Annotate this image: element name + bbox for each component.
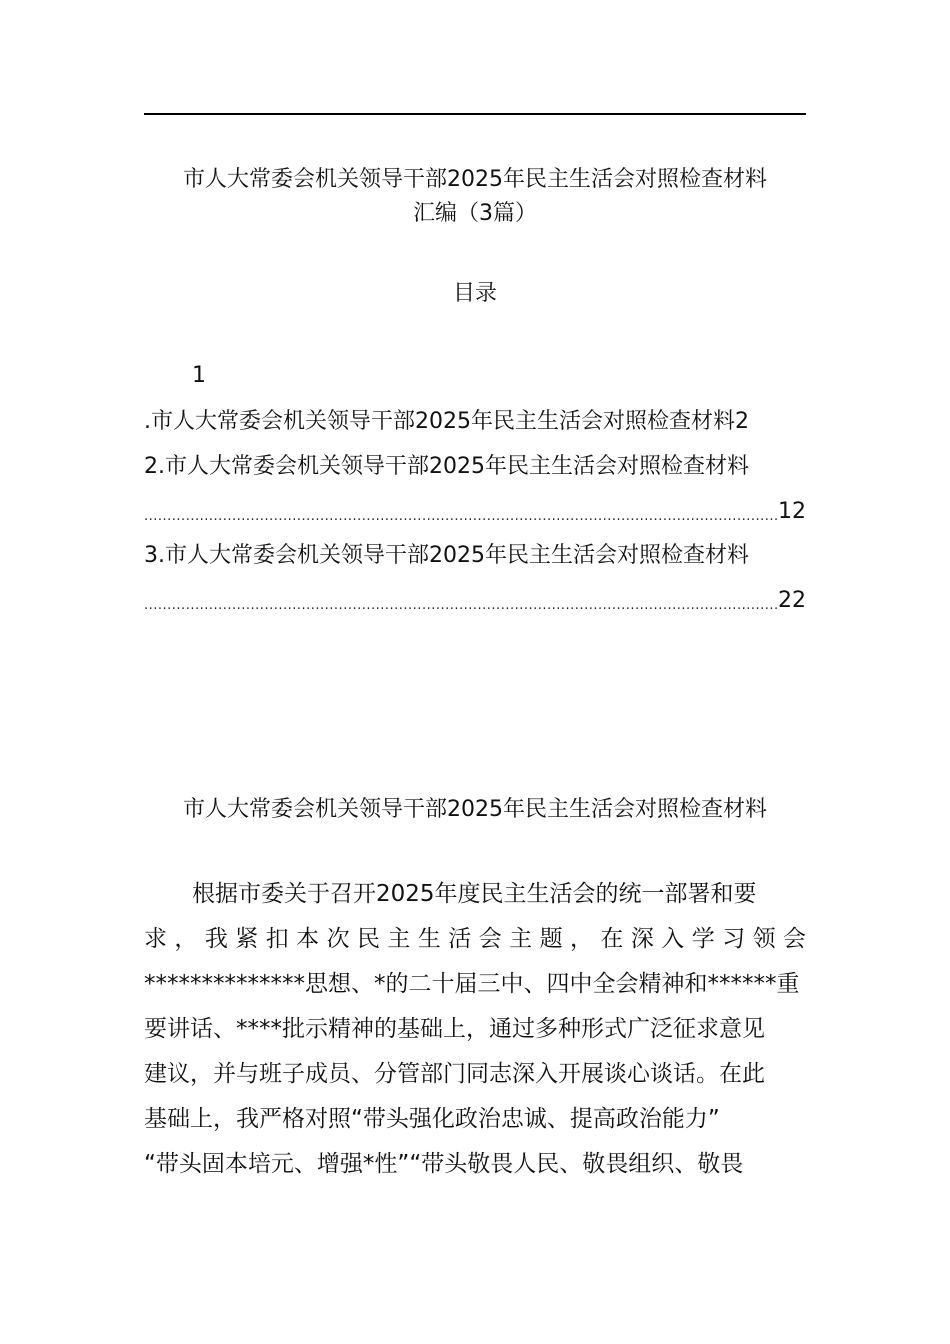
toc-dot-leader (144, 504, 778, 530)
body-line: 求，我紧扣本次民主生活会主题，在深入学习领会 (144, 926, 806, 952)
document-title-line-1: 市人大常委会机关领导干部2025年民主生活会对照检查材料 (183, 167, 767, 192)
toc-entry-3-leader[interactable] (144, 583, 806, 619)
header-rule (144, 113, 806, 115)
toc-entry-2-leader[interactable] (144, 494, 806, 530)
toc-dot-leader (144, 593, 778, 619)
body-line: “带头固本培元、增强*性”“带头敬畏人民、敬畏组织、敬畏 (144, 1151, 744, 1177)
body-line: 建议，并与班子成员、分管部门同志深入开展谈心谈话。在此 (144, 1061, 765, 1087)
body-line: 要讲话、****批示精神的基础上，通过多种形式广泛征求意见 (144, 1016, 765, 1042)
body-line: 根据市委关于召开2025年度民主生活会的统一部署和要 (192, 881, 757, 907)
toc-entry-2[interactable]: 2.市人大常委会机关领导干部2025年民主生活会对照检查材料 (144, 454, 749, 479)
toc-entry-3[interactable]: 3.市人大常委会机关领导干部2025年民主生活会对照检查材料 (144, 543, 749, 568)
toc-entry-2-page: 12 (778, 499, 806, 524)
toc-heading: 目录 (452, 281, 497, 306)
document-title-line-2: 汇编（3篇） (413, 201, 537, 226)
body-line: 基础上，我严格对照“带头强化政治忠诚、提高政治能力” (144, 1106, 720, 1132)
toc-entry-1-number[interactable]: 1 (192, 363, 206, 388)
toc-entry-1[interactable]: .市人大常委会机关领导干部2025年民主生活会对照检查材料2 (144, 409, 749, 434)
section-title: 市人大常委会机关领导干部2025年民主生活会对照检查材料 (183, 797, 767, 822)
toc-entry-3-page: 22 (778, 588, 806, 613)
body-line: **************思想、*的二十届三中、四中全会精神和******重 (144, 971, 800, 997)
